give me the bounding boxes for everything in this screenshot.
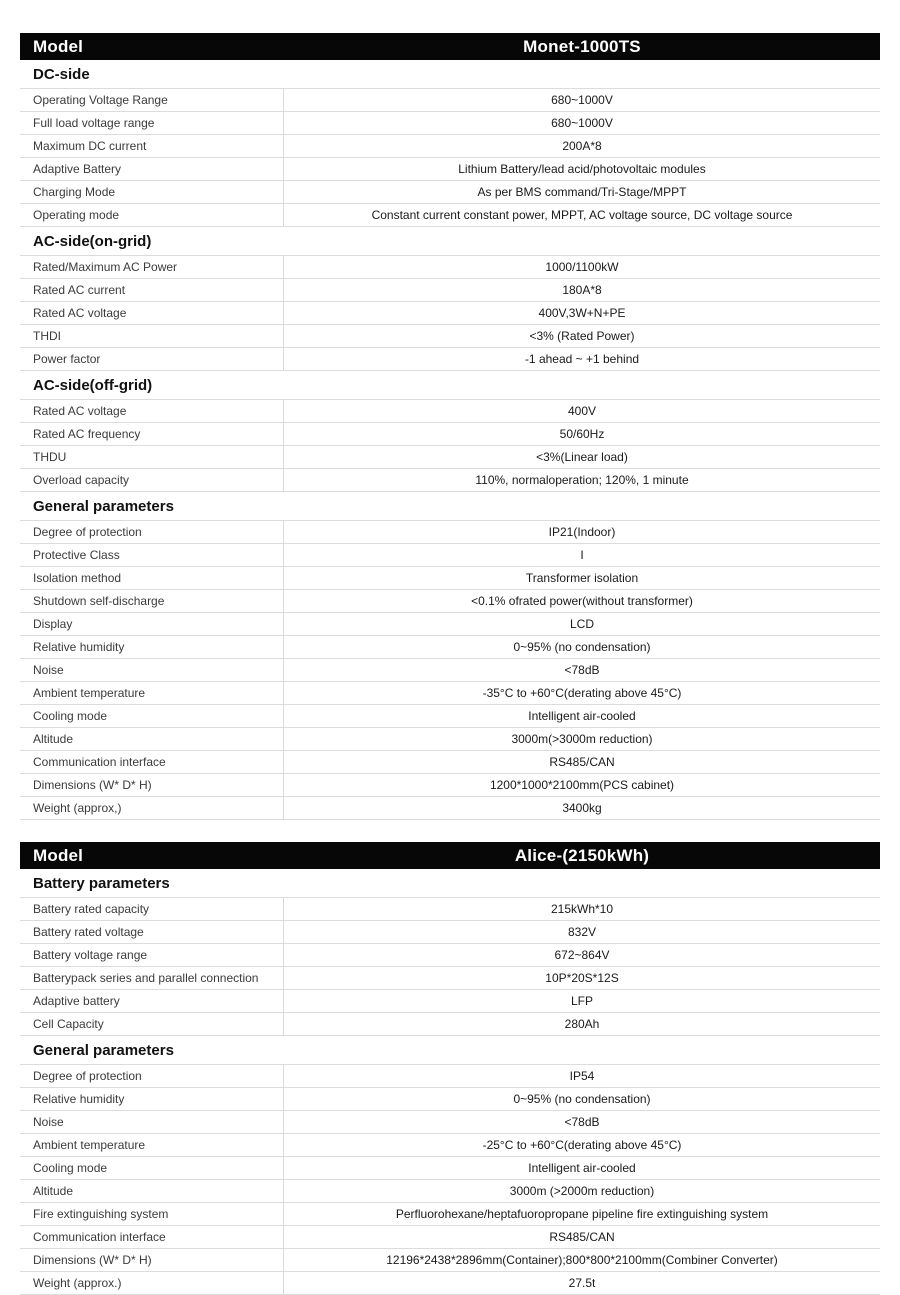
section-rows xyxy=(20,400,880,492)
spec-value: 1200*1000*2100mm(PCS cabinet) xyxy=(489,778,675,792)
table-section xyxy=(20,371,880,492)
spec-row xyxy=(20,990,880,1013)
spec-row xyxy=(20,1088,880,1111)
spec-label: Relative humidity xyxy=(20,1088,284,1110)
spec-value: IP21(Indoor) xyxy=(548,525,616,539)
spec-value: Perfluorohexane/heptafuoropropane pipeline fire extinguishing system xyxy=(395,1207,769,1221)
spec-label: Operating mode xyxy=(20,204,284,226)
spec-table xyxy=(20,33,880,820)
spec-row xyxy=(20,1157,880,1180)
spec-value: 3000m(>3000m reduction) xyxy=(511,732,653,746)
spec-row xyxy=(20,1180,880,1203)
table-section xyxy=(20,227,880,371)
spec-label: Battery rated voltage xyxy=(20,921,284,943)
spec-label: Communication interface xyxy=(20,751,284,773)
spec-row xyxy=(20,446,880,469)
spec-row xyxy=(20,423,880,446)
spec-label: Maximum DC current xyxy=(20,135,284,157)
spec-row xyxy=(20,544,880,567)
spec-row xyxy=(20,89,880,112)
spec-label: Noise xyxy=(20,659,284,681)
section-rows xyxy=(20,89,880,227)
spec-value: 280Ah xyxy=(564,1017,600,1031)
spec-label: Altitude xyxy=(20,728,284,750)
section-rows xyxy=(20,521,880,820)
spec-label: Charging Mode xyxy=(20,181,284,203)
spec-label: Rated AC voltage xyxy=(20,302,284,324)
spec-value: 180A*8 xyxy=(562,283,602,297)
spec-label: Dimensions (W* D* H) xyxy=(20,774,284,796)
spec-label: Adaptive Battery xyxy=(20,158,284,180)
table-sections xyxy=(20,869,880,1295)
spec-value: 680~1000V xyxy=(551,116,613,130)
spec-value: 3400kg xyxy=(562,801,602,815)
table-header xyxy=(20,842,880,869)
spec-value: Lithium Battery/lead acid/photovoltaic modules xyxy=(458,162,706,176)
spec-value: 0~95% (no condensation) xyxy=(513,640,651,654)
section-rows xyxy=(20,256,880,371)
spec-row xyxy=(20,921,880,944)
table-section xyxy=(20,492,880,820)
spec-value: <3%(Linear load) xyxy=(536,450,628,464)
spec-value: 680~1000V xyxy=(551,93,613,107)
spec-value: 832V xyxy=(567,925,597,939)
spec-label: Noise xyxy=(20,1111,284,1133)
spec-value: RS485/CAN xyxy=(549,755,615,769)
spec-label: Full load voltage range xyxy=(20,112,284,134)
spec-label: THDU xyxy=(20,446,284,468)
model-name: Monet-1000TS xyxy=(523,36,641,56)
spec-label: Altitude xyxy=(20,1180,284,1202)
spec-label: Dimensions (W* D* H) xyxy=(20,1249,284,1271)
model-header-label: Model xyxy=(33,36,84,56)
spec-label: Operating Voltage Range xyxy=(20,89,284,111)
spec-row xyxy=(20,1226,880,1249)
spec-value: -35°C to +60°C(derating above 45°C) xyxy=(482,686,682,700)
spec-label: Rated AC voltage xyxy=(20,400,284,422)
spec-row xyxy=(20,400,880,423)
spec-label: Weight (approx,) xyxy=(20,797,284,819)
spec-row xyxy=(20,751,880,774)
spec-row xyxy=(20,325,880,348)
spec-value: <78dB xyxy=(564,663,600,677)
spec-value: As per BMS command/Tri-Stage/MPPT xyxy=(477,185,687,199)
spec-value: -25°C to +60°C(derating above 45°C) xyxy=(482,1138,682,1152)
section-rows xyxy=(20,1065,880,1295)
spec-row xyxy=(20,1013,880,1036)
spec-value: 12196*2438*2896mm(Container);800*800*2100mm(Combiner Converter) xyxy=(386,1253,778,1267)
section-title: General parameters xyxy=(20,1036,880,1065)
spec-value: -1 ahead ~ +1 behind xyxy=(524,352,640,366)
spec-value: 50/60Hz xyxy=(559,427,605,441)
spec-value: 1000/1100kW xyxy=(545,260,619,274)
spec-label: Adaptive battery xyxy=(20,990,284,1012)
spec-label: Ambient temperature xyxy=(20,682,284,704)
spec-row xyxy=(20,112,880,135)
spec-value: 672~864V xyxy=(554,948,610,962)
spec-row xyxy=(20,1249,880,1272)
section-title: DC-side xyxy=(20,60,880,89)
spec-value: Constant current constant power, MPPT, AC voltage source, DC voltage source xyxy=(371,208,793,222)
spec-label: Relative humidity xyxy=(20,636,284,658)
spec-row xyxy=(20,705,880,728)
spec-value: 400V xyxy=(567,404,597,418)
spec-row xyxy=(20,204,880,227)
spec-label: Cell Capacity xyxy=(20,1013,284,1035)
spec-value: I xyxy=(580,548,584,562)
spec-value: 110%, normaloperation; 120%, 1 minute xyxy=(475,473,689,487)
spec-row xyxy=(20,682,880,705)
spec-label: Communication interface xyxy=(20,1226,284,1248)
spec-value: 27.5t xyxy=(568,1276,596,1290)
table-section xyxy=(20,1036,880,1295)
spec-label: Rated/Maximum AC Power xyxy=(20,256,284,278)
spec-label: Rated AC frequency xyxy=(20,423,284,445)
spec-row xyxy=(20,1065,880,1088)
spec-value: LFP xyxy=(570,994,593,1008)
spec-value: <0.1% ofrated power(without transformer) xyxy=(471,594,693,608)
spec-label: Protective Class xyxy=(20,544,284,566)
spec-row xyxy=(20,636,880,659)
spec-label: Rated AC current xyxy=(20,279,284,301)
spec-label: Fire extinguishing system xyxy=(20,1203,284,1225)
spec-label: Power factor xyxy=(20,348,284,370)
spec-value: RS485/CAN xyxy=(549,1230,615,1244)
spec-label: Shutdown self-discharge xyxy=(20,590,284,612)
spec-value: IP54 xyxy=(569,1069,595,1083)
section-rows xyxy=(20,898,880,1036)
section-title: AC-side(off-grid) xyxy=(20,371,880,400)
spec-value: <78dB xyxy=(564,1115,600,1129)
spec-row xyxy=(20,1134,880,1157)
spec-row xyxy=(20,898,880,921)
spec-label: Cooling mode xyxy=(20,1157,284,1179)
spec-label: THDI xyxy=(20,325,284,347)
spec-row xyxy=(20,158,880,181)
table-section xyxy=(20,869,880,1036)
spec-label: Display xyxy=(20,613,284,635)
spec-value: 0~95% (no condensation) xyxy=(513,1092,651,1106)
spec-row xyxy=(20,967,880,990)
table-section xyxy=(20,60,880,227)
spec-value: <3% (Rated Power) xyxy=(529,329,635,343)
spec-label: Degree of protection xyxy=(20,521,284,543)
spec-row xyxy=(20,521,880,544)
spec-row xyxy=(20,590,880,613)
spec-value: Intelligent air-cooled xyxy=(528,1161,636,1175)
spec-row xyxy=(20,567,880,590)
spec-row xyxy=(20,181,880,204)
spec-value: Transformer isolation xyxy=(525,571,639,585)
spec-label: Cooling mode xyxy=(20,705,284,727)
spec-row xyxy=(20,302,880,325)
spec-row xyxy=(20,1203,880,1226)
spec-table xyxy=(20,842,880,1295)
spec-label: Weight (approx.) xyxy=(20,1272,284,1294)
model-name: Alice-(2150kWh) xyxy=(514,845,650,865)
spec-row xyxy=(20,1111,880,1134)
table-sections xyxy=(20,60,880,820)
section-title: Battery parameters xyxy=(20,869,880,898)
spec-row xyxy=(20,797,880,820)
model-header-label: Model xyxy=(33,845,84,865)
spec-label: Battery rated capacity xyxy=(20,898,284,920)
spec-row xyxy=(20,469,880,492)
spec-value: 10P*20S*12S xyxy=(545,971,619,985)
spec-value: 3000m (>2000m reduction) xyxy=(509,1184,655,1198)
table-header xyxy=(20,33,880,60)
spec-row xyxy=(20,659,880,682)
spec-value: 400V,3W+N+PE xyxy=(538,306,626,320)
spec-label: Battery voltage range xyxy=(20,944,284,966)
spec-row xyxy=(20,774,880,797)
spec-row xyxy=(20,348,880,371)
spec-label: Degree of protection xyxy=(20,1065,284,1087)
section-title: General parameters xyxy=(20,492,880,521)
spec-value: Intelligent air-cooled xyxy=(528,709,636,723)
spec-row xyxy=(20,135,880,158)
spec-value: 200A*8 xyxy=(562,139,602,153)
spec-label: Ambient temperature xyxy=(20,1134,284,1156)
spec-row xyxy=(20,944,880,967)
spec-value: LCD xyxy=(569,617,594,631)
spec-label: Overload capacity xyxy=(20,469,284,491)
spec-row xyxy=(20,256,880,279)
spec-row xyxy=(20,613,880,636)
spec-row xyxy=(20,1272,880,1295)
spec-value: 215kWh*10 xyxy=(550,902,614,916)
spec-row xyxy=(20,279,880,302)
spec-label: Batterypack series and parallel connection xyxy=(20,967,284,989)
section-title: AC-side(on-grid) xyxy=(20,227,880,256)
spec-label: Isolation method xyxy=(20,567,284,589)
spec-row xyxy=(20,728,880,751)
